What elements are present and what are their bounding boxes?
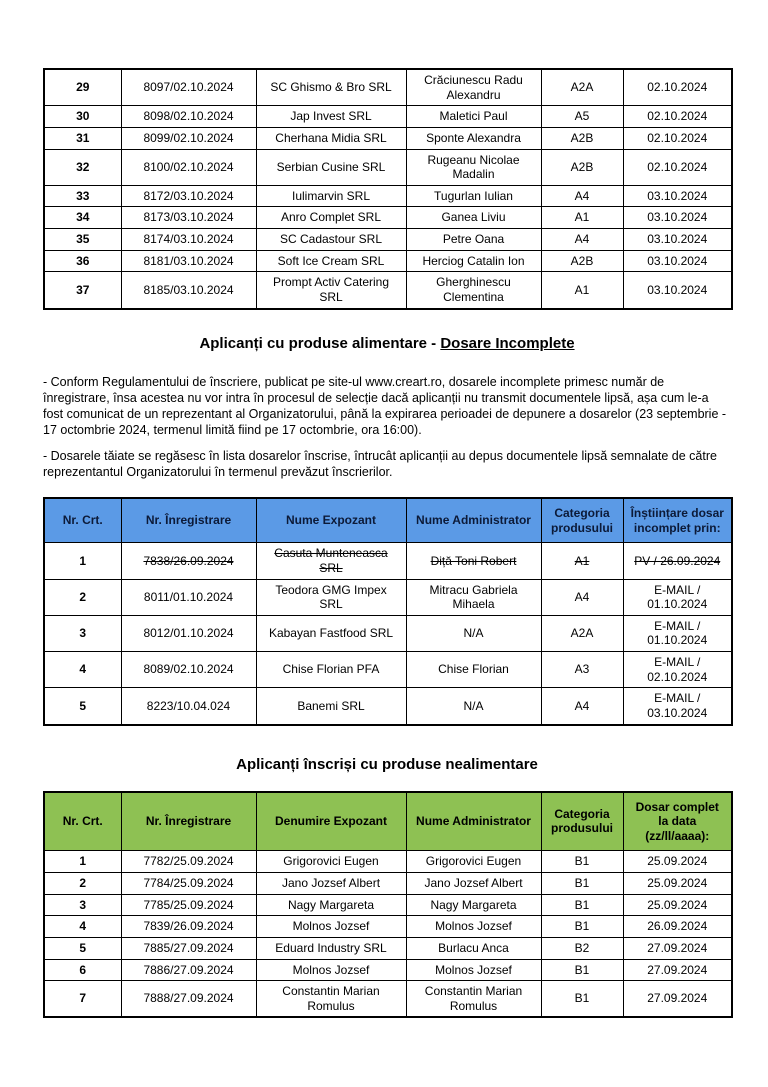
- table-cell: Chise Florian: [406, 652, 541, 688]
- table-cell: Molnos Jozsef: [406, 959, 541, 981]
- table-cell: A1: [541, 207, 623, 229]
- table-cell: 27.09.2024: [623, 981, 732, 1018]
- table-cell: 8011/01.10.2024: [121, 579, 256, 615]
- table-cell: Soft Ice Cream SRL: [256, 250, 406, 272]
- table-cell: N/A: [406, 688, 541, 725]
- table-cell: A3: [541, 652, 623, 688]
- table-cell: 5: [44, 937, 121, 959]
- table-cell: Rugeanu Nicolae Madalin: [406, 149, 541, 185]
- column-header: Denumire Expozant: [256, 792, 406, 851]
- column-header: Nr. Crt.: [44, 498, 121, 543]
- table-cell: 25.09.2024: [623, 894, 732, 916]
- table-cell: Sponte Alexandra: [406, 127, 541, 149]
- table-cell: Nagy Margareta: [256, 894, 406, 916]
- table-cell: A2B: [541, 250, 623, 272]
- table-cell: Anro Complet SRL: [256, 207, 406, 229]
- table-cell: 02.10.2024: [623, 127, 732, 149]
- table-cell: 8173/03.10.2024: [121, 207, 256, 229]
- table-row: [44, 652, 732, 688]
- table-cell: A4: [541, 229, 623, 251]
- column-header: Înștiințare dosar incomplet prin:: [623, 498, 732, 543]
- table-cell: B1: [541, 851, 623, 873]
- table-cell: PV / 26.09.2024: [623, 543, 732, 579]
- table-cell: 8097/02.10.2024: [121, 69, 256, 106]
- table-cell: Prompt Activ Catering SRL: [256, 272, 406, 309]
- table-cell: Eduard Industry SRL: [256, 937, 406, 959]
- table-header-row: [44, 498, 732, 543]
- table-row: [44, 250, 732, 272]
- table-cell: 7888/27.09.2024: [121, 981, 256, 1018]
- table-cell: 25.09.2024: [623, 873, 732, 895]
- column-header: Categoria produsului: [541, 792, 623, 851]
- column-header: Categoria produsului: [541, 498, 623, 543]
- table-cell: 33: [44, 185, 121, 207]
- table-row: [44, 185, 732, 207]
- table-header: [44, 792, 732, 851]
- table-cell: 8100/02.10.2024: [121, 149, 256, 185]
- note-paragraph-2: - Dosarele tăiate se regăsesc în lista dosarelor înscrise, întrucât aplicanții au depus documentele lipsă semnalate de către reprezentantul Organizatorului în termenul prevăzut înscrierilor.: [43, 448, 717, 479]
- table-cell: 7782/25.09.2024: [121, 851, 256, 873]
- table-cell: B1: [541, 894, 623, 916]
- table-cell: 03.10.2024: [623, 272, 732, 309]
- table-cell: 27.09.2024: [623, 937, 732, 959]
- table-cell: A4: [541, 579, 623, 615]
- table-cell: A2A: [541, 69, 623, 106]
- table-cell: Maletici Paul: [406, 106, 541, 128]
- table-cell: Crăciunescu Radu Alexandru: [406, 69, 541, 106]
- table-cell: Kabayan Fastfood SRL: [256, 615, 406, 651]
- note-paragraph-1: - Conform Regulamentului de înscriere, publicat pe site-ul www.creart.ro, dosarele incomplete primesc număr de înregistrare, însa acestea nu vor intra în procesul de selecție dacă aplicanții nu transmit documentele lipsă, așa cum le-a fost comunicat de un reprezentant al Organizatorului, până la expirarea perioadei de depunere a dosarelor (23 septembrie - 17 octombrie 2024, termenul limită fiind pe 17 octombrie, ora 16:00).: [43, 374, 727, 438]
- table-cell: 3: [44, 615, 121, 651]
- table-cell: 8172/03.10.2024: [121, 185, 256, 207]
- table-cell: 7785/25.09.2024: [121, 894, 256, 916]
- table-cell: Ganea Liviu: [406, 207, 541, 229]
- table-cell: 7784/25.09.2024: [121, 873, 256, 895]
- table-cell: B1: [541, 959, 623, 981]
- table-row: [44, 873, 732, 895]
- table-cell: 36: [44, 250, 121, 272]
- column-header: Nume Expozant: [256, 498, 406, 543]
- table-cell: 5: [44, 688, 121, 725]
- table-cell: A2A: [541, 615, 623, 651]
- table-cell: 8185/03.10.2024: [121, 272, 256, 309]
- table-row: [44, 543, 732, 579]
- section-title-underlined: Dosare Incomplete: [440, 334, 575, 352]
- table-cell: Jano Jozsef Albert: [406, 873, 541, 895]
- table-cell: 6: [44, 959, 121, 981]
- table-cell: A1: [541, 543, 623, 579]
- table-cell: 8181/03.10.2024: [121, 250, 256, 272]
- table-cell: Grigorovici Eugen: [406, 851, 541, 873]
- notes-block: [43, 374, 731, 481]
- table-cell: Herciog Catalin Ion: [406, 250, 541, 272]
- table-cell: E-MAIL / 01.10.2024: [623, 579, 732, 615]
- table-header-row: [44, 792, 732, 851]
- column-header: Nr. Înregistrare: [121, 792, 256, 851]
- column-header: Nume Administrator: [406, 498, 541, 543]
- table-cell: Chise Florian PFA: [256, 652, 406, 688]
- table-cell: 8174/03.10.2024: [121, 229, 256, 251]
- table-cell: 7886/27.09.2024: [121, 959, 256, 981]
- table-cell: Molnos Jozsef: [256, 916, 406, 938]
- table-cell: Serbian Cusine SRL: [256, 149, 406, 185]
- table-cell: Burlacu Anca: [406, 937, 541, 959]
- table-body: [44, 543, 732, 725]
- table-cell: B1: [541, 873, 623, 895]
- table-cell: A4: [541, 185, 623, 207]
- table-row: [44, 851, 732, 873]
- table-row: [44, 272, 732, 309]
- table-cell: Diță Toni Robert: [406, 543, 541, 579]
- table-row: [44, 229, 732, 251]
- table-cell: Jano Jozsef Albert: [256, 873, 406, 895]
- table-cell: Molnos Jozsef: [256, 959, 406, 981]
- column-header: Nume Administrator: [406, 792, 541, 851]
- table-cell: E-MAIL / 01.10.2024: [623, 615, 732, 651]
- table-cell: Gherghinescu Clementina: [406, 272, 541, 309]
- table-cell: B1: [541, 916, 623, 938]
- table-cell: 8012/01.10.2024: [121, 615, 256, 651]
- table-cell: 27.09.2024: [623, 959, 732, 981]
- table-cell: 8223/10.04.024: [121, 688, 256, 725]
- table-row: [44, 688, 732, 725]
- table-cell: 7839/26.09.2024: [121, 916, 256, 938]
- column-header: Dosar complet la data (zz/ll/aaaa):: [623, 792, 732, 851]
- table-header: [44, 498, 732, 543]
- table-cell: Nagy Margareta: [406, 894, 541, 916]
- table-row: [44, 127, 732, 149]
- nonfood-applicants-table: [43, 791, 733, 1019]
- food-applicants-continuation-table: [43, 68, 733, 310]
- table-cell: A4: [541, 688, 623, 725]
- table-row: [44, 916, 732, 938]
- table-cell: A5: [541, 106, 623, 128]
- table-cell: SC Cadastour SRL: [256, 229, 406, 251]
- table-cell: 03.10.2024: [623, 250, 732, 272]
- section-title-nonfood: Aplicanți înscriși cu produse nealimentare: [236, 755, 538, 773]
- table-cell: Petre Oana: [406, 229, 541, 251]
- table-cell: 32: [44, 149, 121, 185]
- table-cell: N/A: [406, 615, 541, 651]
- table-cell: 03.10.2024: [623, 229, 732, 251]
- table-row: [44, 981, 732, 1018]
- table-row: [44, 937, 732, 959]
- table-cell: A2B: [541, 127, 623, 149]
- table-cell: Teodora GMG Impex SRL: [256, 579, 406, 615]
- column-header: Nr. Crt.: [44, 792, 121, 851]
- table-cell: 1: [44, 543, 121, 579]
- table-cell: 31: [44, 127, 121, 149]
- table-cell: 4: [44, 916, 121, 938]
- table-cell: 03.10.2024: [623, 185, 732, 207]
- table-cell: 7838/26.09.2024: [121, 543, 256, 579]
- table-cell: 02.10.2024: [623, 149, 732, 185]
- table-cell: 8089/02.10.2024: [121, 652, 256, 688]
- table-cell: 7: [44, 981, 121, 1018]
- table-cell: SC Ghismo & Bro SRL: [256, 69, 406, 106]
- table-row: [44, 959, 732, 981]
- incomplete-files-table: [43, 497, 733, 726]
- table-cell: Grigorovici Eugen: [256, 851, 406, 873]
- table-cell: 8098/02.10.2024: [121, 106, 256, 128]
- table-cell: Tugurlan Iulian: [406, 185, 541, 207]
- table-cell: Banemi SRL: [256, 688, 406, 725]
- table-cell: B1: [541, 981, 623, 1018]
- table-cell: Molnos Jozsef: [406, 916, 541, 938]
- table-row: [44, 106, 732, 128]
- table-cell: 3: [44, 894, 121, 916]
- table-cell: 1: [44, 851, 121, 873]
- table-cell: Constantin Marian Romulus: [256, 981, 406, 1018]
- table-cell: 02.10.2024: [623, 106, 732, 128]
- table-cell: 30: [44, 106, 121, 128]
- table-cell: Constantin Marian Romulus: [406, 981, 541, 1018]
- section-title-prefix: Aplicanți cu produse alimentare -: [199, 334, 441, 352]
- column-header: Nr. Înregistrare: [121, 498, 256, 543]
- table-cell: Casuta Munteneasca SRL: [256, 543, 406, 579]
- table-cell: 25.09.2024: [623, 851, 732, 873]
- table-cell: A2B: [541, 149, 623, 185]
- section-title-incomplete: [43, 335, 731, 352]
- table-cell: 8099/02.10.2024: [121, 127, 256, 149]
- table-body: [44, 851, 732, 1018]
- table-cell: 29: [44, 69, 121, 106]
- table-cell: 02.10.2024: [623, 69, 732, 106]
- table-cell: Mitracu Gabriela Mihaela: [406, 579, 541, 615]
- table-body: [44, 69, 732, 309]
- table-cell: 2: [44, 873, 121, 895]
- table-row: [44, 207, 732, 229]
- table-row: [44, 894, 732, 916]
- table-cell: Jap Invest SRL: [256, 106, 406, 128]
- table-cell: Iulimarvin SRL: [256, 185, 406, 207]
- table-cell: 2: [44, 579, 121, 615]
- table-cell: Cherhana Midia SRL: [256, 127, 406, 149]
- table-row: [44, 69, 732, 106]
- table-cell: 7885/27.09.2024: [121, 937, 256, 959]
- table-row: [44, 615, 732, 651]
- table-cell: E-MAIL / 03.10.2024: [623, 688, 732, 725]
- table-cell: E-MAIL / 02.10.2024: [623, 652, 732, 688]
- table-cell: 03.10.2024: [623, 207, 732, 229]
- table-cell: 35: [44, 229, 121, 251]
- table-cell: A1: [541, 272, 623, 309]
- table-row: [44, 149, 732, 185]
- table-row: [44, 579, 732, 615]
- table-cell: 34: [44, 207, 121, 229]
- table-cell: 4: [44, 652, 121, 688]
- table-cell: B2: [541, 937, 623, 959]
- table-cell: 26.09.2024: [623, 916, 732, 938]
- table-cell: 37: [44, 272, 121, 309]
